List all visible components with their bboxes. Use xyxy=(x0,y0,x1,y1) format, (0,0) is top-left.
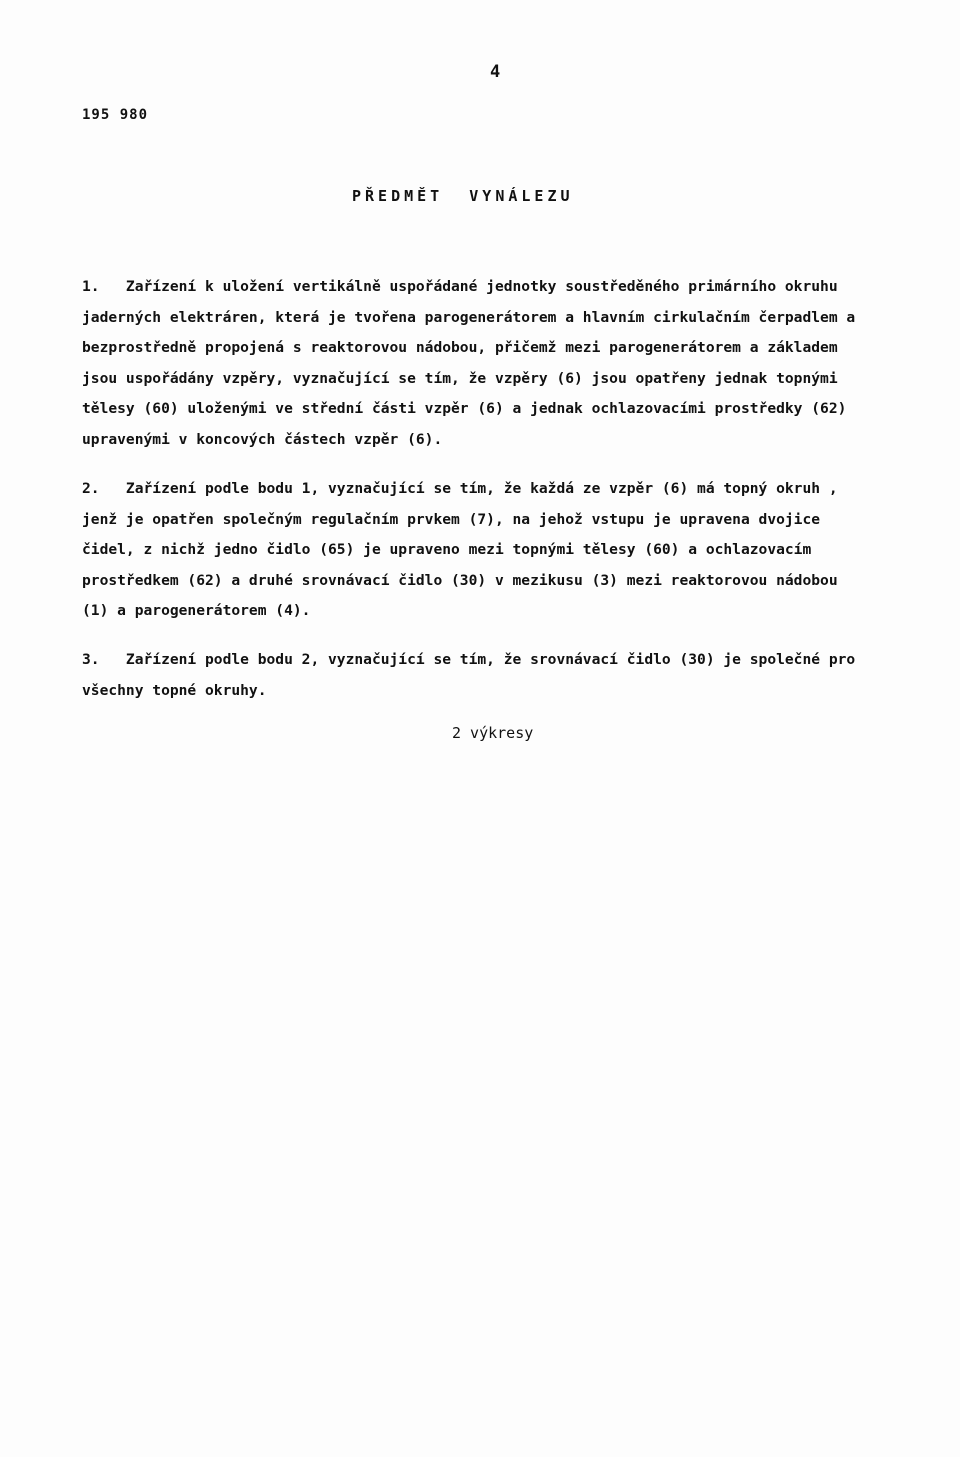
claim-line: jenž je opatřen společným regulačním prvkem (7), na jehož vstupu je upravena dvojice xyxy=(82,510,821,528)
claim-line: prostředkem (62) a druhé srovnávací čidlo (30) v mezikusu (3) mezi reaktorovou nádobou xyxy=(82,571,838,589)
claim-line: všechny topné okruhy. xyxy=(82,681,267,699)
claim-line: 3. Zařízení podle bodu 2, vyznačující se tím, že srovnávací čidlo (30) je společné pro xyxy=(82,651,856,668)
claim-line: upravenými v koncových částech vzpěr (6). xyxy=(82,430,443,448)
claim-line: tělesy (60) uloženými ve střední části vzpěr (6) a jednak ochlazovacími prostředky (62) xyxy=(82,400,847,418)
claim-3 xyxy=(82,645,932,706)
claim-line: 2. Zařízení podle bodu 1, vyznačující se tím, že každá ze vzpěr (6) má topný okruh , xyxy=(82,480,838,497)
page-number: 4 xyxy=(490,62,501,82)
claim-line: (1) a parogenerátorem (4). xyxy=(82,602,311,620)
section-heading: PŘEDMĚT VYNÁLEZU xyxy=(352,187,574,205)
claim-line: jaderných elektráren, která je tvořena parogenerátorem a hlavním cirkulačním čerpadlem a xyxy=(82,308,856,326)
document-id: 195 980 xyxy=(82,107,149,123)
claim-2 xyxy=(82,474,932,627)
claim-line: jsou uspořádány vzpěry, vyznačující se tím, že vzpěry (6) jsou opatřeny jednak topnými xyxy=(82,369,838,387)
claim-line: bezprostředně propojená s reaktorovou nádobou, přičemž mezi parogenerátorem a základem xyxy=(82,339,838,357)
claim-line: 1. Zařízení k uložení vertikálně uspořádané jednotky soustředěného primárního okruhu xyxy=(82,278,838,295)
claim-line: čidel, z nichž jedno čidlo (65) je upraveno mezi topnými tělesy (60) a ochlazovacím xyxy=(82,541,812,559)
claim-1 xyxy=(82,272,932,456)
drawings-count: 2 výkresy xyxy=(452,724,534,742)
